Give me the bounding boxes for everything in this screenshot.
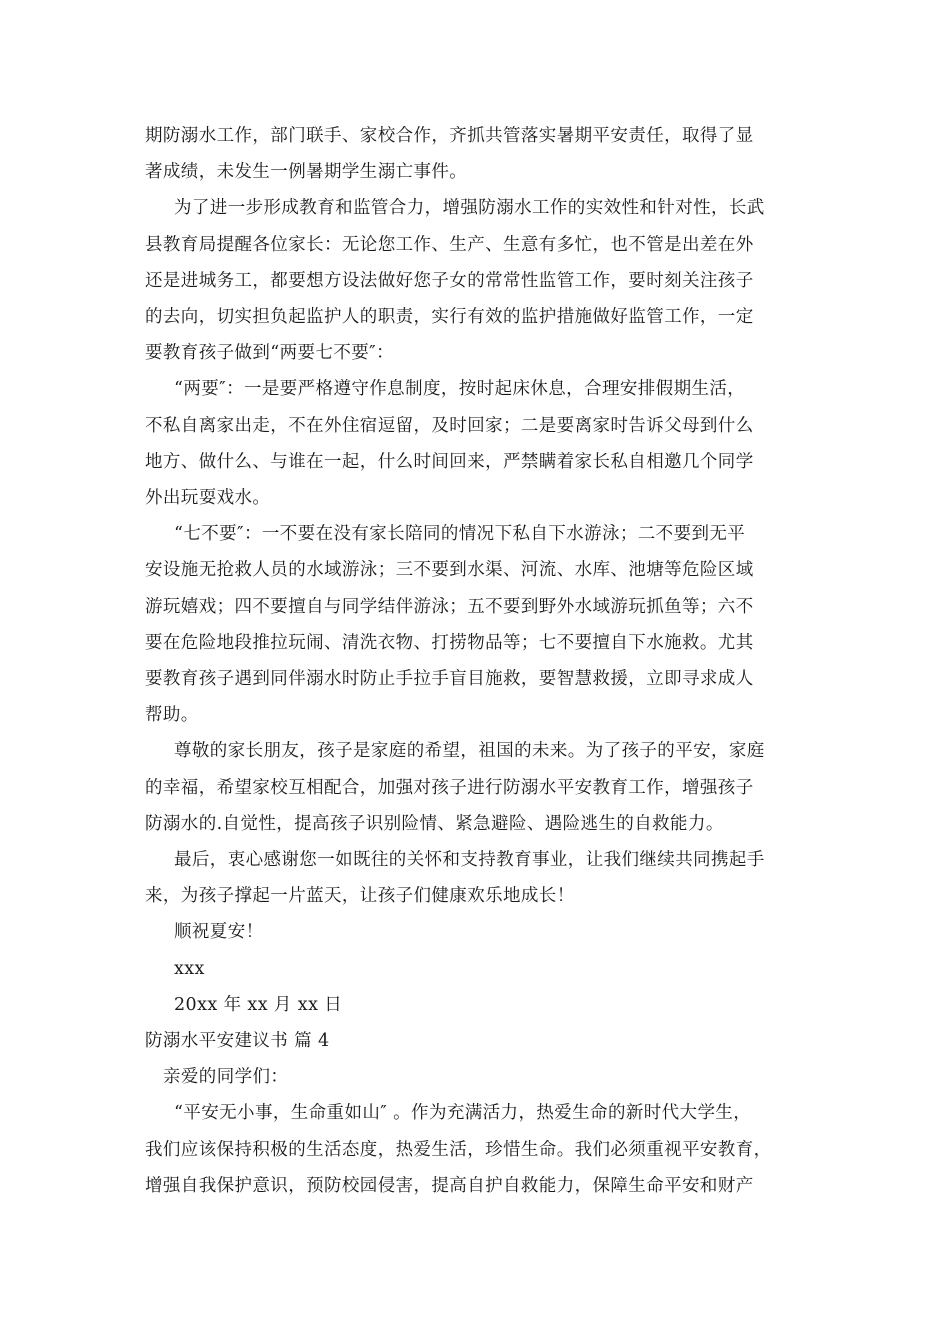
- paragraph-thanks: [145, 842, 810, 914]
- paragraph-summer-results: [145, 118, 810, 190]
- text-line: 的幸福，希望家校互相配合，加强对孩子进行防溺水平安教育工作，增强孩子: [145, 777, 754, 798]
- text-line: 还是进城务工，都要想方设法做好您子女的常常性监管工作，要时刻关注孩子: [145, 270, 754, 291]
- text-line: 20xx 年 xx 月 xx 日: [174, 994, 343, 1015]
- text-line: 亲爱的同学们：: [163, 1067, 289, 1088]
- closing-greeting: [145, 914, 810, 950]
- section-heading: [145, 1023, 810, 1059]
- text-line: 我们应该保持积极的生活态度，热爱生活，珍惜生命。我们必须重视平安教育，: [145, 1139, 772, 1160]
- text-line: 著成绩，未发生一例暑期学生溺亡事件。: [145, 162, 468, 183]
- text-line: 外出玩耍戏水。: [145, 488, 271, 509]
- text-line: 要教育孩子遇到同伴溺水时防止手拉手盲目施救，要智慧救援，立即寻求成人: [145, 669, 754, 690]
- text-line: 顺祝夏安！: [174, 922, 264, 943]
- text-line: 的去向，切实担负起监护人的职责，实行有效的监护措施做好监管工作，一定: [145, 307, 754, 328]
- text-line: 增强自我保护意识，预防校园侵害，提高自护自救能力，保障生命平安和财产: [145, 1175, 754, 1196]
- text-line: 帮助。: [145, 705, 199, 726]
- paragraph-seven-donts: [145, 516, 810, 733]
- text-line: 最后，衷心感谢您一如既往的关怀和支持教育事业，让我们继续共同携起手: [174, 850, 765, 871]
- text-line: 地方、做什么、与谁在一起，什么时间回来，严禁瞒着家长私自相邀几个同学: [145, 451, 754, 472]
- text-line: 要在危险地段推拉玩闹、清洗衣物、打捞物品等；七不要擅自下水施救。尤其: [145, 632, 754, 653]
- text-line: 游玩嬉戏；四不要擅自与同学结伴游泳；五不要到野外水域游玩抓鱼等；六不: [145, 596, 754, 617]
- text-line: 尊敬的家长朋友，孩子是家庭的希望，祖国的未来。为了孩子的平安，家庭: [174, 741, 765, 762]
- paragraph-safety-students: [145, 1095, 810, 1204]
- text-line: xxx: [174, 958, 205, 979]
- text-line: 县教育局提醒各位家长：无论您工作、生产、生意有多忙，也不管是出差在外: [145, 234, 754, 255]
- text-line: 来，为孩子撑起一片蓝天，让孩子们健康欢乐地成长！: [145, 886, 575, 907]
- paragraph-dear-parents: [145, 733, 810, 842]
- text-line: 安设施无抢救人员的水域游泳；三不要到水渠、河流、水库、池塘等危险区域: [145, 560, 754, 581]
- signature: [145, 951, 810, 987]
- text-line: “七不要″：一不要在没有家长陪同的情况下私自下水游泳；二不要到无平: [174, 524, 746, 545]
- text-line: “两要″：一是要严格遵守作息制度，按时起床休息，合理安排假期生活，: [174, 379, 746, 400]
- paragraph-parent-reminder: [145, 190, 810, 371]
- text-line: 防溺水的.自觉性，提高孩子识别险情、紧急避险、遇险逃生的自救能力。: [145, 813, 724, 834]
- text-line: 防溺水平安建议书 篇 4: [145, 1031, 330, 1052]
- salutation: [145, 1059, 810, 1095]
- text-line: 不私自离家出走，不在外住宿逗留，及时回家；二是要离家时告诉父母到什么: [145, 415, 754, 436]
- document-page: [145, 118, 810, 1204]
- date-line: [145, 987, 810, 1023]
- text-line: 要教育孩子做到“两要七不要″：: [145, 343, 394, 364]
- text-line: 为了进一步形成教育和监管合力，增强防溺水工作的实效性和针对性，长武: [174, 198, 765, 219]
- paragraph-two-musts: [145, 371, 810, 516]
- text-line: “平安无小事，生命重如山″ 。作为充满活力，热爱生命的新时代大学生，: [174, 1103, 752, 1124]
- text-line: 期防溺水工作，部门联手、家校合作，齐抓共管落实暑期平安责任，取得了显: [145, 126, 754, 146]
